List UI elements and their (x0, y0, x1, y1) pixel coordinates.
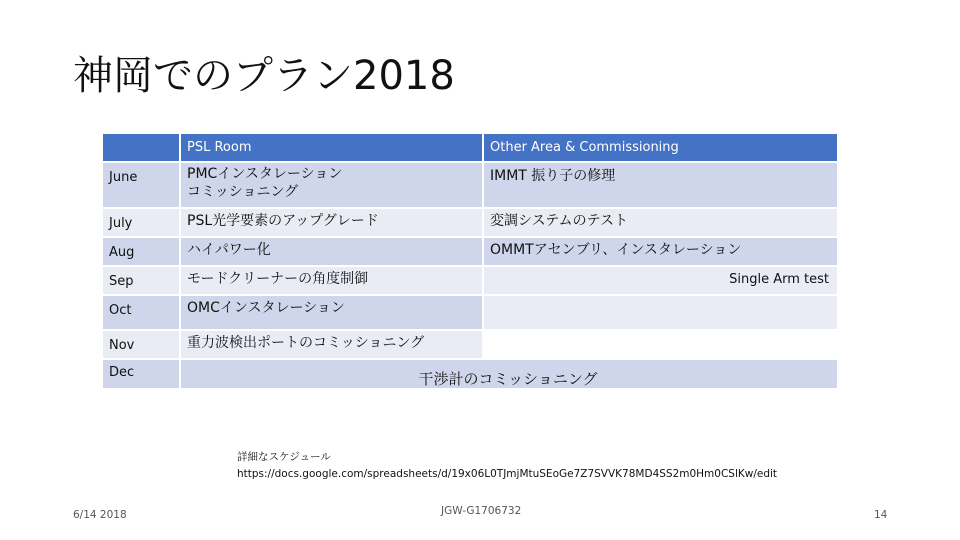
month-label-oct: Oct (103, 296, 179, 329)
dec-commissioning-span: 干渉計のコミッショニング (181, 360, 837, 388)
schedule-link[interactable]: https://docs.google.com/spreadsheets/d/19x06L0TJmjMtuSEoGe7Z7SVVK78MD4SS2m0Hm0CSlKw/edit (237, 468, 778, 480)
footer-date: 6/14 2018 (73, 509, 127, 521)
other-oct (484, 296, 837, 329)
psl-oct: OMCインスタレーション (181, 296, 482, 329)
month-label-nov: Nov (103, 331, 179, 358)
psl-sep: モードクリーナーの角度制御 (181, 267, 482, 294)
month-label-dec: Dec (103, 360, 179, 388)
psl-aug: ハイパワー化 (181, 238, 482, 265)
other-july: 変調システムのテスト (484, 209, 837, 236)
other-sep: Single Arm test (484, 267, 837, 294)
header-psl-room: PSL Room (181, 134, 482, 161)
header-other-area: Other Area & Commissioning (484, 134, 837, 161)
other-nov (484, 331, 837, 358)
other-june: IMMT 振り子の修理 (484, 163, 837, 207)
month-label-july: July (103, 209, 179, 236)
slide-title: 神岡でのプラン2018 (73, 53, 455, 99)
plan-table (103, 134, 837, 388)
month-label-june: June (103, 163, 179, 207)
month-label-sep: Sep (103, 267, 179, 294)
psl-july: PSL光学要素のアップグレード (181, 209, 482, 236)
header-month-cell (103, 134, 179, 161)
slide-number: 14 (874, 509, 888, 521)
psl-nov: 重力波検出ポートのコミッショニング (181, 331, 482, 358)
schedule-note (237, 449, 777, 483)
schedule-note-label: 詳細なスケジュール (237, 451, 331, 463)
psl-june: PMCインスタレーション コミッショニング (181, 163, 482, 207)
month-label-aug: Aug (103, 238, 179, 265)
other-aug: OMMTアセンブリ、インスタレーション (484, 238, 837, 265)
footer-doc-id: JGW-G1706732 (441, 505, 522, 517)
